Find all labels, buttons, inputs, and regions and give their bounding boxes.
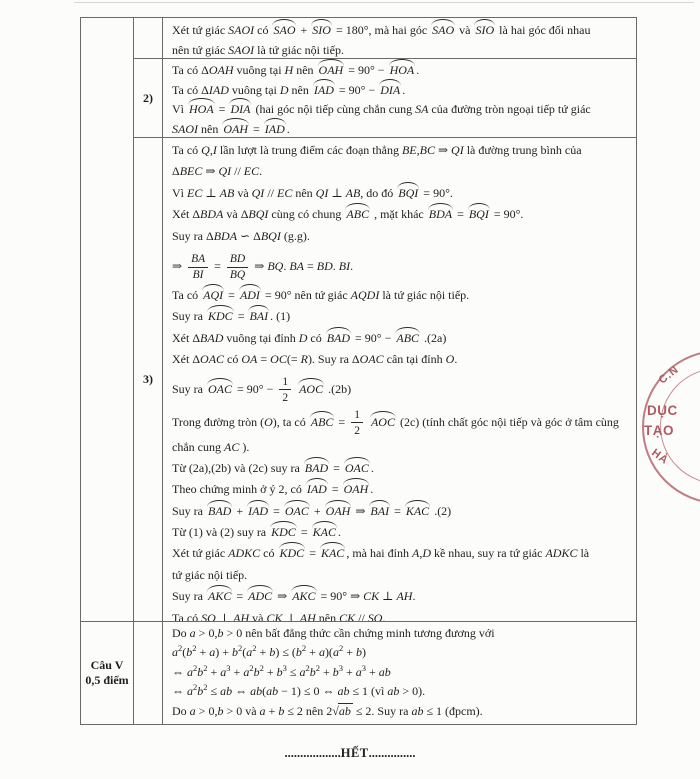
solution-line: Xét tứ giác SAOI có SAO + SIO = 180°, mà hai góc SAO và SIO là hai góc đối nhau <box>172 23 591 37</box>
angle-arc: IAD <box>313 82 334 97</box>
angle-arc: IAD <box>306 482 327 497</box>
solution-line: Xét ΔBDA và ΔBQI cùng có chung ABC , mặt khác BDA = BQI = 90°. <box>172 207 524 222</box>
angle-arc: IAD <box>264 121 285 136</box>
solution-line: Xét ΔBAD vuông tại đỉnh D có BAD = 90° − ABC .(2a) <box>172 330 447 345</box>
angle-arc: OAC <box>344 460 369 475</box>
angle-arc: HOA <box>189 102 214 117</box>
part-3-label: 3) <box>143 372 153 386</box>
angle-arc: BAD <box>326 330 351 345</box>
question-v-title: Câu V <box>90 658 124 672</box>
angle-arc: AKC <box>208 589 232 604</box>
solution-line: Xét ΔOAC có OA = OC(= R). Suy ra ΔOAC cân tại đỉnh O. <box>172 352 458 367</box>
angle-arc: BAD <box>208 503 232 518</box>
fraction: $\frac{1}{2}$ <box>351 409 363 437</box>
angle-arc: BQI <box>468 207 489 222</box>
red-official-stamp <box>630 348 700 493</box>
fraction: $\frac{1}{2}$ <box>279 376 291 404</box>
angle-arc: KAC <box>405 503 430 518</box>
solution-line: Suy ra OAC = 90° − $\frac{1}{2}$ AOC .(2b) <box>172 375 352 404</box>
angle-arc: DIA <box>230 102 251 117</box>
solution-line: SAOI nên OAH = IAD . <box>172 121 290 136</box>
stamp-middle-text-1: DỤC <box>647 403 678 418</box>
solution-line: Do a > 0,b > 0 nên bất đẳng thức cần chứng minh tương đương với <box>172 626 495 640</box>
angle-arc: AQI <box>203 287 224 302</box>
angle-arc: BAI <box>370 503 390 518</box>
angle-arc: SIO <box>475 23 495 37</box>
angle-arc: OAC <box>208 381 232 396</box>
page-crop-line <box>74 2 694 3</box>
part-1-label-cell <box>134 18 163 59</box>
angle-arc: ADI <box>239 287 260 302</box>
end-of-document-footer <box>0 746 700 761</box>
angle-arc: SAO <box>432 23 455 37</box>
angle-arc: OAH <box>343 482 369 497</box>
angle-arc: ABC <box>310 414 334 429</box>
angle-arc: SAO <box>273 23 296 37</box>
solution-line: ⇔ $a^2b^2$ ≤ ab ⇔ ab(ab − 1) ≤ 0 ⇔ ab ≤ 1 (vì ab > 0). <box>172 682 426 699</box>
angle-arc: AOC <box>299 381 324 396</box>
solution-line: Ta có Q,I lần lượt là trung điểm các đoạn thẳng BE,BC ⇒ QI là đường trung bình của <box>172 143 582 157</box>
solution-line: Ta có ΔOAH vuông tại H nên OAH = 90° − HOA . <box>172 63 420 77</box>
angle-arc: ABC <box>346 207 370 222</box>
solution-content-row2 <box>163 59 636 138</box>
solution-line: Từ (1) và (2) suy ra KDC = KAC . <box>172 525 341 540</box>
angle-arc: SIO <box>312 23 331 37</box>
solution-line: Ta có SO ⊥ AH và CK ⊥ AH nên CK // SO. <box>172 610 386 622</box>
question-number-empty-cell <box>81 18 134 622</box>
solution-content-row4 <box>163 622 636 724</box>
angle-arc: BAI <box>249 309 269 324</box>
question-v-label-cell <box>81 622 134 724</box>
angle-arc: KDC <box>279 546 305 561</box>
angle-arc: IAD <box>248 503 269 518</box>
part-empty-label-cell <box>134 622 163 724</box>
solution-table <box>80 17 637 725</box>
solution-line: Suy ra KDC = BAI . (1) <box>172 309 291 324</box>
solution-line: ⇒ $\frac{BA}{BI}$ = $\frac{BD}{BQ}$ ⇒ BQ. BA = BD. BI. <box>172 253 354 282</box>
footer-right-dots: ............... <box>368 746 416 760</box>
stamp-bottom-arc-text: HÀ <box>649 446 671 468</box>
angle-arc: ADC <box>248 589 273 604</box>
angle-arc: OAH <box>223 121 248 136</box>
angle-arc: AKC <box>292 589 316 604</box>
part-2-label-cell <box>134 59 163 138</box>
fraction: $\frac{BD}{BQ}$ <box>227 253 248 281</box>
solution-line: ⇔ $a^2b^2 + a^3 + a^2b^2 + b^3 \le a^2b^2 + b^3 + a^3$ + ab <box>172 662 391 679</box>
angle-arc: KAC <box>312 525 336 540</box>
angle-arc: KDC <box>271 525 296 540</box>
angle-arc: KAC <box>320 546 345 561</box>
angle-arc: ABC <box>396 330 420 345</box>
part-3-label-cell <box>134 138 163 622</box>
square-root: √ab <box>332 703 351 718</box>
angle-arc: BDA <box>428 207 453 222</box>
solution-line: nên tứ giác SAOI là tứ giác nội tiếp. <box>172 43 344 57</box>
angle-arc: KDC <box>208 309 233 324</box>
fraction: $\frac{BA}{BI}$ <box>188 253 208 281</box>
solution-line: Suy ra ΔBDA ∽ ΔBQI (g.g). <box>172 228 310 243</box>
solution-line: Suy ra AKC = ADC ⇒ AKC = 90° ⇒ CK ⊥ AH. <box>172 589 416 604</box>
solution-line: Ta có ΔIAD vuông tại D nên IAD = 90° − DIA . <box>172 82 406 97</box>
footer-het-label: HẾT <box>340 746 369 760</box>
angle-arc: OAC <box>284 503 309 518</box>
solution-line: Từ (2a),(2b) và (2c) suy ra BAD = OAC . <box>172 460 374 475</box>
solution-line: Trong đường tròn (O), ta có ABC = $\frac{1}{2}$ AOC (2c) (tính chất góc nội tiếp và góc ở tâm cùng <box>172 408 619 437</box>
solution-content-row3 <box>163 138 636 622</box>
angle-arc: AOC <box>370 414 395 429</box>
angle-arc: HOA <box>389 63 415 77</box>
solution-content-row1 <box>163 18 636 59</box>
footer-left-dots: .................. <box>284 746 341 760</box>
solution-line: Suy ra BAD + IAD = OAC + OAH ⇒ BAI = KAC .(2) <box>172 503 452 518</box>
solution-line: Theo chứng minh ở ý 2, có IAD = OAH . <box>172 482 374 497</box>
solution-line: Vì EC ⊥ AB và QI // EC nên QI ⊥ AB, do đó BQI = 90°. <box>172 185 453 200</box>
solution-line: chắn cung AC ). <box>172 439 250 454</box>
solution-line: tứ giác nội tiếp. <box>172 567 248 582</box>
stamp-top-arc-text: C.N <box>656 363 682 387</box>
solution-line: Vì HOA = DIA (hai góc nội tiếp cùng chắn cung SA của đường tròn ngoại tiếp tứ giác <box>172 102 591 117</box>
angle-arc: BQI <box>398 185 419 200</box>
angle-arc: OAH <box>325 503 351 518</box>
part-2-label: 2) <box>143 90 153 105</box>
solution-line: Do a > 0,b > 0 và a + b ≤ 2 nên 2√ab ≤ 2. Suy ra ab ≤ 1 (đpcm). <box>172 703 483 718</box>
solution-line: Xét tứ giác ADKC có KDC = KAC , mà hai đỉnh A,D kề nhau, suy ra tứ giác ADKC là <box>172 546 590 561</box>
stamp-middle-text-2: TẠO <box>644 423 674 438</box>
angle-arc: OAH <box>318 63 344 77</box>
angle-arc: BAD <box>304 460 329 475</box>
solution-line: Ta có AQI = ADI = 90° nên tứ giác AQDI là tứ giác nội tiếp. <box>172 287 470 302</box>
question-v-points: 0,5 điểm <box>85 673 129 687</box>
solution-line: $a^2(b^2 + a) + b^2(a^2 + b) \le (b^2 + a)(a^2 + b)$ <box>172 643 366 660</box>
angle-arc: DIA <box>380 82 401 97</box>
solution-line: ΔBEC ⇒ QI // EC. <box>172 164 263 179</box>
